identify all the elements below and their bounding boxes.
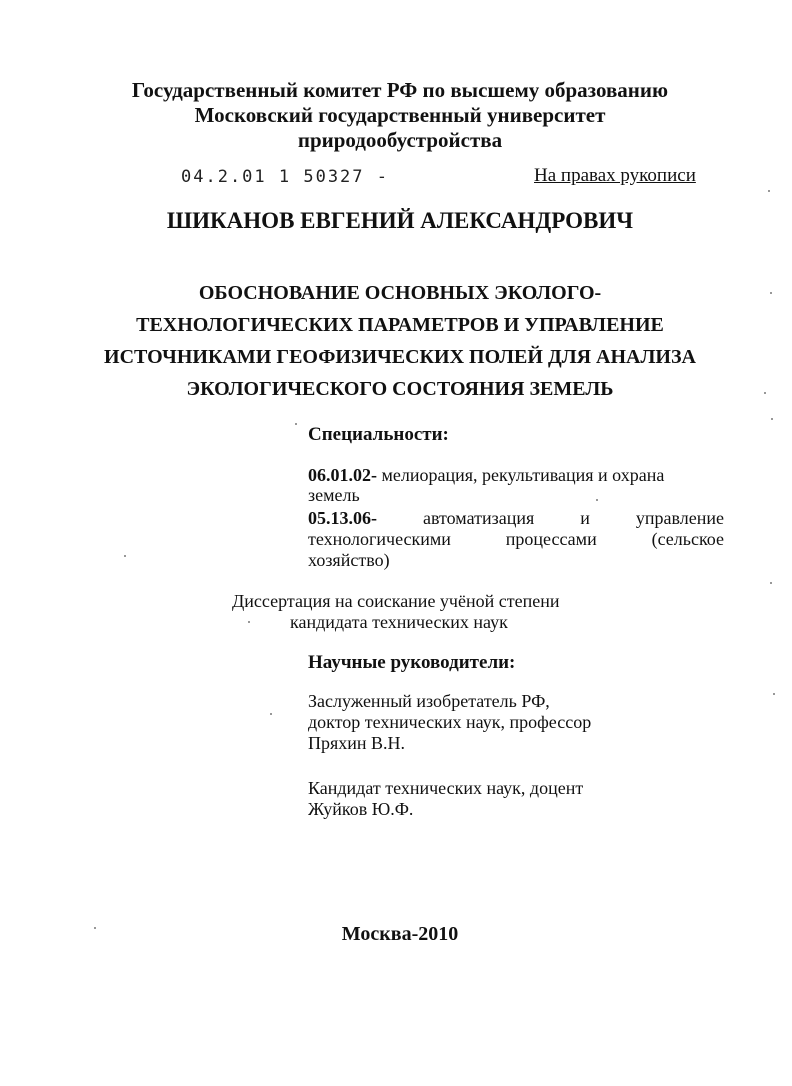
specialty-2-word: хозяйство) [308,550,390,570]
specialty-2-word: технологическими [308,529,451,549]
supervisor-2-line-2: Жуйков Ю.Ф. [308,799,414,819]
degree-line-1: Диссертация на соискание учёной степени [232,591,560,611]
organization-header [60,78,740,153]
supervisor-2 [308,778,583,820]
registry-code: 04.2.01 1 50327 - [181,167,389,187]
scan-speck [124,555,126,557]
supervisor-1 [308,691,591,754]
supervisor-1-line-1: Заслуженный изобретатель РФ, [308,691,550,711]
specialty-1 [308,465,724,505]
author-name: ШИКАНОВ ЕВГЕНИЙ АЛЕКСАНДРОВИЧ [166,208,634,233]
org-line-3: природообустройства [297,128,503,152]
specialty-2-word: (сельское [651,529,724,549]
specialty-2 [308,508,724,571]
specialty-1-code: 06.01.02- [308,465,377,485]
specialty-2-word: управление [635,508,724,528]
city-year: Москва-2010 [341,923,459,945]
title-line-4: ЭКОЛОГИЧЕСКОГО СОСТОЯНИЯ ЗЕМЕЛЬ [186,378,614,400]
scan-speck [770,292,772,294]
specialty-2-word: автоматизация [422,508,535,528]
supervisors-heading: Научные руководители: [308,652,516,673]
scan-speck [295,423,297,425]
dissertation-degree [232,591,559,633]
title-line-1: ОБОСНОВАНИЕ ОСНОВНЫХ ЭКОЛОГО- [198,282,602,304]
degree-line-2: кандидата технических наук [290,612,508,632]
specialty-2-word: и [580,508,590,528]
rights-note: На правах рукописи [534,165,696,186]
org-line-1: Государственный комитет РФ по высшему образованию [131,78,669,102]
specialty-2-word: процессами [505,529,597,549]
scan-speck [270,713,272,715]
supervisor-1-line-2: доктор технических наук, профессор [308,712,592,732]
scan-speck [596,499,598,501]
scan-speck [764,392,766,394]
scan-speck [248,621,250,623]
org-line-2: Московский государственный университет [194,103,606,127]
dissertation-title [60,277,740,405]
specialties-heading: Специальности: [308,424,449,445]
scan-speck [773,693,775,695]
supervisor-1-line-3: Пряхин В.Н. [308,733,406,753]
title-line-3: ИСТОЧНИКАМИ ГЕОФИЗИЧЕСКИХ ПОЛЕЙ ДЛЯ АНАЛИЗА [104,346,696,368]
scan-speck [771,418,773,420]
title-line-2: ТЕХНОЛОГИЧЕСКИХ ПАРАМЕТРОВ И УПРАВЛЕНИЕ [136,314,664,336]
specialty-2-code: 05.13.06- [308,508,377,528]
specialty-1-text: мелиорация, рекультивация и охрана [377,465,665,485]
scan-speck [770,582,772,584]
supervisor-2-line-1: Кандидат технических наук, доцент [308,778,584,798]
scan-speck [94,927,96,929]
specialty-1-text-cont: земель [308,485,360,505]
scan-speck [768,190,770,192]
